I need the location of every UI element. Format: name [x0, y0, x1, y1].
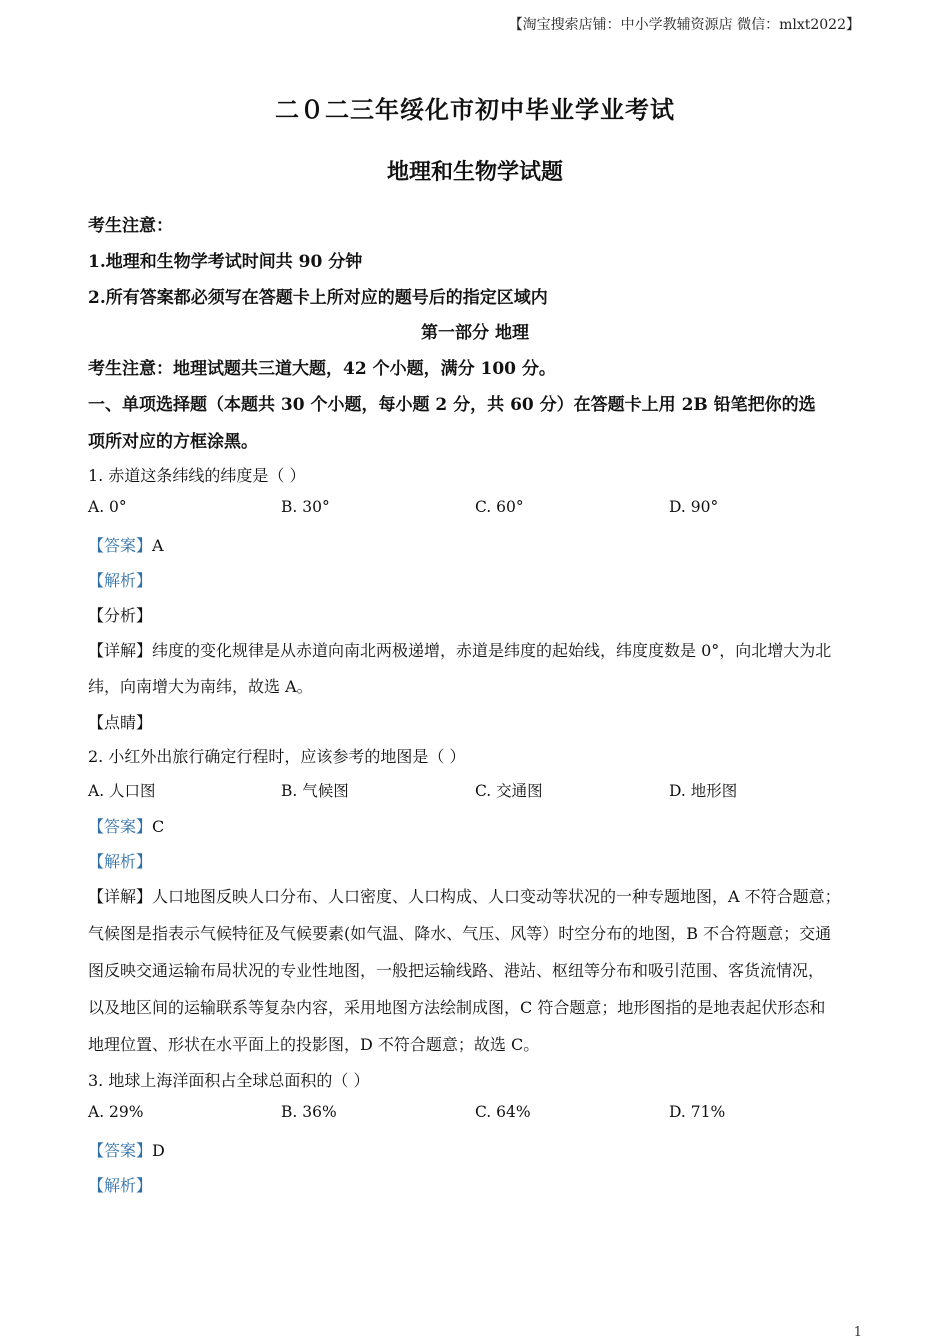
q1-analysis-label: 【解析】	[88, 571, 153, 590]
q1-answer: A	[152, 536, 164, 555]
notice-line-2: 2.所有答案都必须写在答题卡上所对应的题号后的指定区域内	[88, 288, 548, 308]
notice-heading: 考生注意：	[88, 216, 173, 236]
q2-analysis-label: 【解析】	[88, 852, 153, 871]
geo-notice: 考生注意：地理试题共三道大题，42 个小题，满分 100 分。	[88, 359, 556, 379]
q3-analysis-label: 【解析】	[88, 1176, 153, 1195]
q1-option-c: C. 60°	[475, 498, 524, 516]
q2-detail-line-2: 气候图是指表示气候特征及气候要素(如气温、降水、气压、风等）时空分布的地图，B 不合符题意；交通	[88, 924, 832, 943]
detail-label: 【详解】	[88, 641, 153, 660]
q2-detail-line-1	[88, 884, 841, 907]
header-note: 【淘宝搜索店铺：中小学教辅资源店 微信：mlxt2022】	[508, 17, 860, 33]
section1-line-1: 一、单项选择题（本题共 30 个小题，每小题 2 分，共 60 分）在答题卡上用 2B 铅笔把你的选	[88, 395, 816, 415]
answer-label: 【答案】	[88, 817, 153, 836]
q1-option-d: D. 90°	[669, 498, 719, 516]
q1-answer-row	[88, 533, 164, 556]
q1-stem: 1. 赤道这条纬线的纬度是（ ）	[88, 466, 306, 485]
q1-option-b: B. 30°	[281, 498, 330, 516]
q1-detail-line-2: 纬，向南增大为南纬，故选 A。	[88, 677, 313, 696]
q2-detail-line-5: 地理位置、形状在水平面上的投影图，D 不符合题意；故选 C。	[88, 1035, 540, 1054]
q2-answer: C	[152, 817, 165, 836]
q3-option-d: D. 71%	[669, 1103, 726, 1121]
page-number: 1	[853, 1325, 862, 1340]
answer-label: 【答案】	[88, 536, 153, 555]
q1-dianjing-label: 【点睛】	[88, 713, 153, 732]
q3-answer-row	[88, 1138, 165, 1161]
detail-label: 【详解】	[88, 887, 153, 906]
q2-option-d: D. 地形图	[669, 782, 738, 800]
q2-detail-line-4: 以及地区间的运输联系等复杂内容，采用地图方法绘制成图，C 符合题意；地形图指的是地表起伏形态和	[88, 998, 826, 1017]
q2-stem: 2. 小红外出旅行确定行程时，应该参考的地图是（ ）	[88, 747, 466, 766]
q3-answer: D	[152, 1141, 165, 1160]
q3-option-a: A. 29%	[88, 1103, 144, 1121]
exam-title: 二０二三年绥化市初中毕业学业考试	[275, 95, 675, 124]
q1-fenxi-label: 【分析】	[88, 606, 153, 625]
exam-subtitle: 地理和生物学试题	[386, 159, 563, 185]
q2-option-a: A. 人口图	[88, 782, 156, 800]
q3-stem: 3. 地球上海洋面积占全球总面积的（ ）	[88, 1071, 370, 1090]
section1-line-2: 项所对应的方框涂黑。	[88, 432, 258, 452]
answer-label: 【答案】	[88, 1141, 153, 1160]
part-title: 第一部分 地理	[421, 323, 529, 343]
notice-line-1: 1.地理和生物学考试时间共 90 分钟	[88, 252, 363, 272]
q2-answer-row	[88, 814, 164, 837]
q1-detail-line-1	[88, 638, 831, 661]
q1-option-a: A. 0°	[88, 498, 127, 516]
q3-option-b: B. 36%	[281, 1103, 337, 1121]
q2-option-b: B. 气候图	[281, 782, 349, 800]
q3-option-c: C. 64%	[475, 1103, 531, 1121]
q2-detail-line-3: 图反映交通运输布局状况的专业性地图，一般把运输线路、港站、枢纽等分布和吸引范围、客货流情况，	[88, 961, 825, 980]
q2-option-c: C. 交通图	[475, 782, 543, 800]
q2-detail-text-1: 人口地图反映人口分布、人口密度、人口构成、人口变动等状况的一种专题地图，A 不符合题意；	[152, 887, 841, 906]
q1-detail-text-1: 纬度的变化规律是从赤道向南北两极递增，赤道是纬度的起始线，纬度度数是 0°，向北增大为北	[152, 641, 832, 660]
